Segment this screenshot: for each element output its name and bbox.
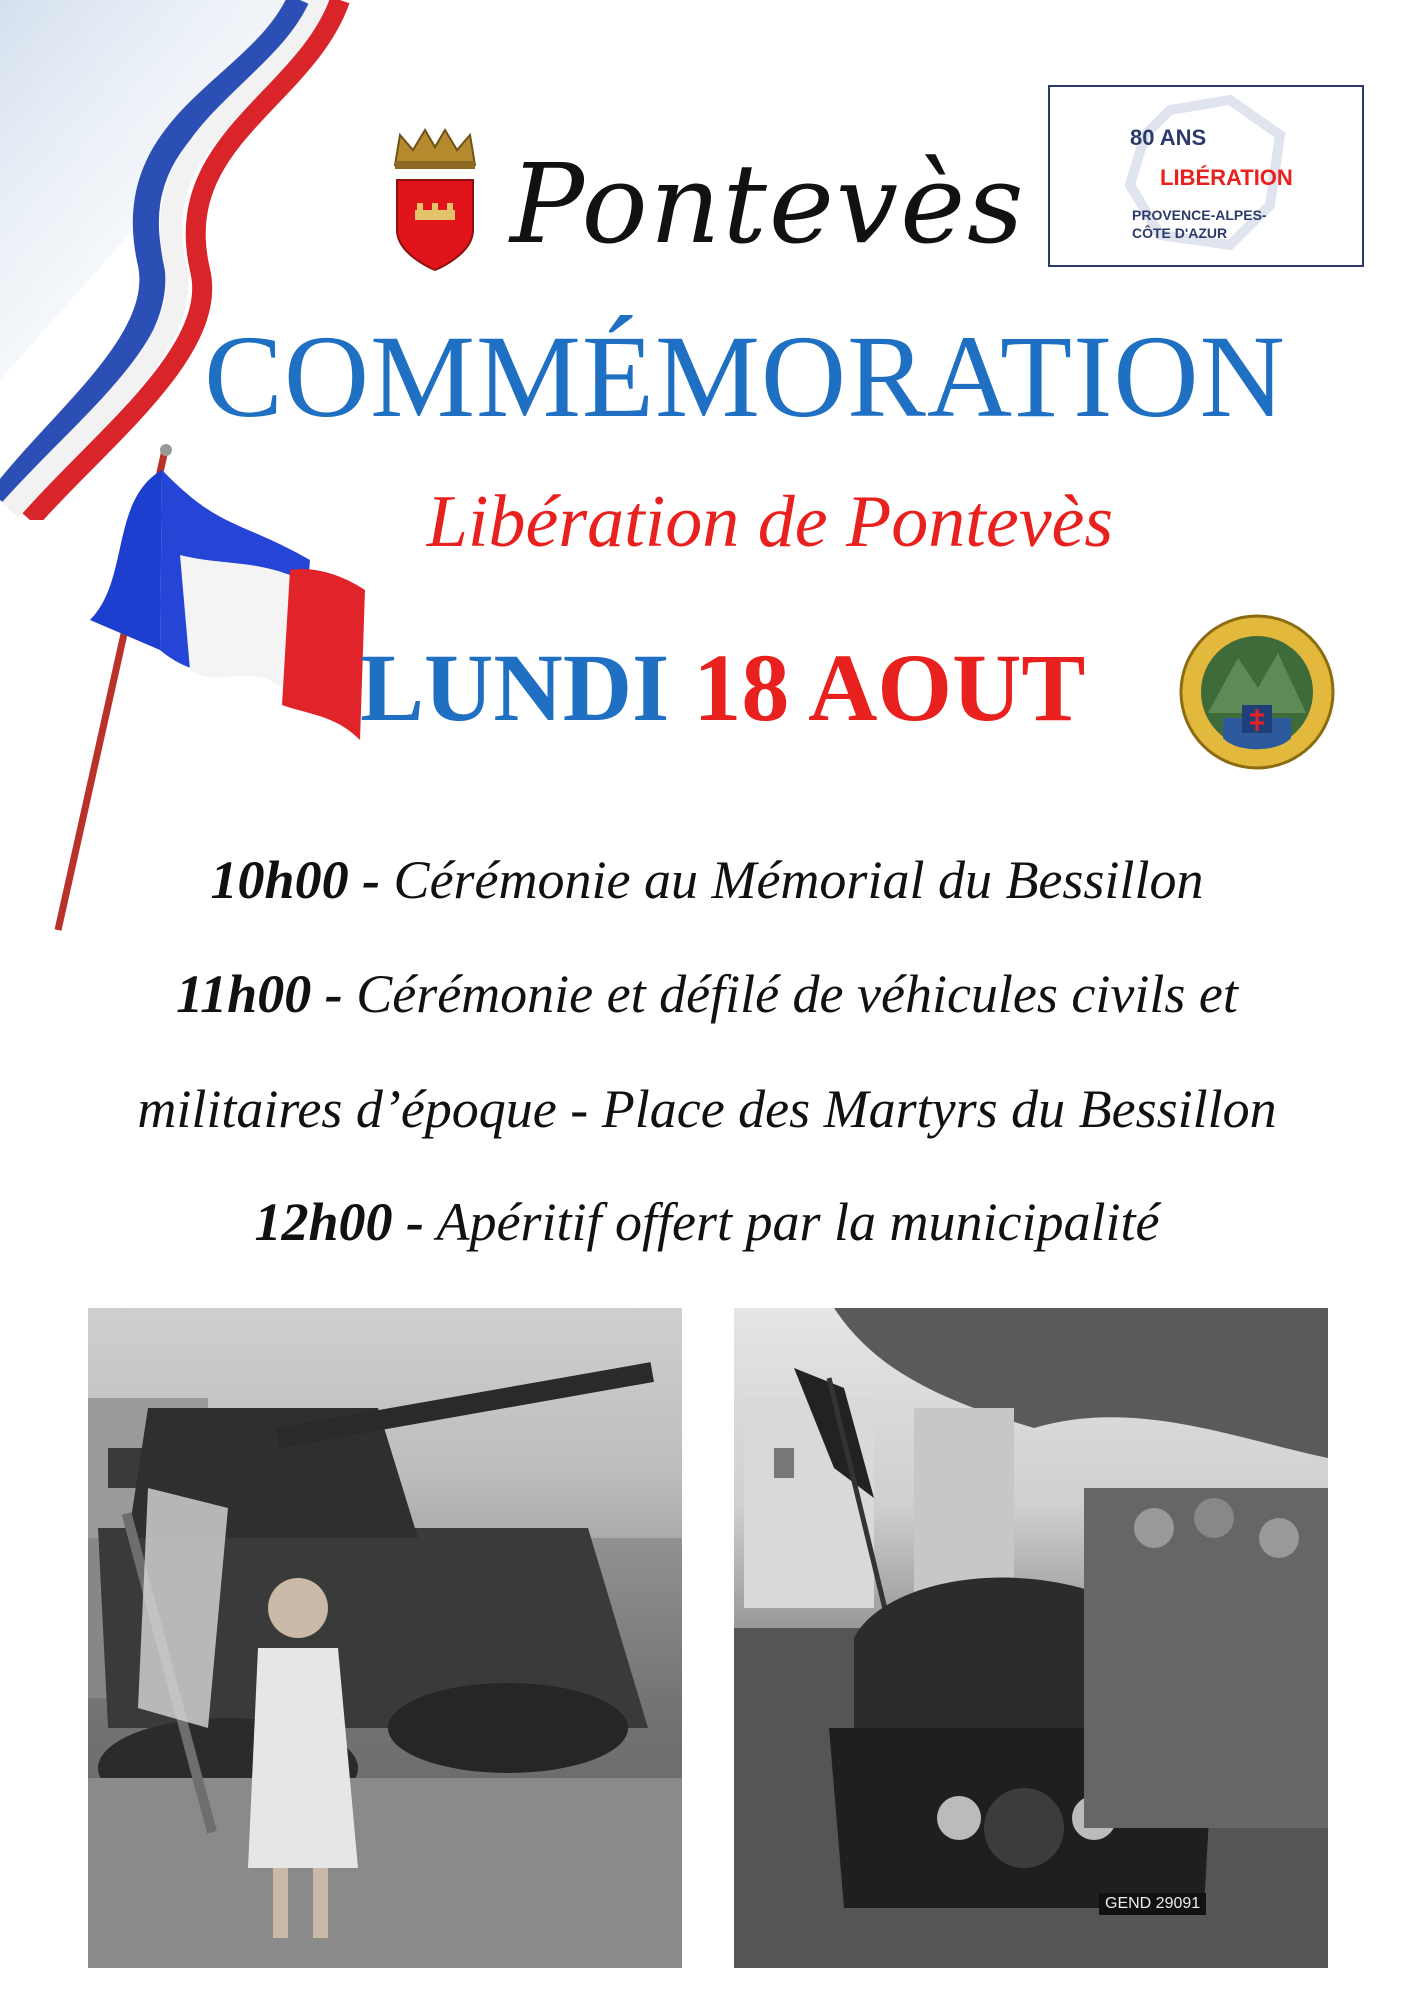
eighty-years-liberation-logo — [1048, 85, 1364, 267]
thunderbird-badge-icon — [1178, 613, 1336, 771]
coat-of-arms-icon — [385, 125, 485, 275]
logo-line1: 80 ANS — [1130, 125, 1207, 150]
tank-photo — [88, 1308, 682, 1968]
liberation-subtitle: Libération de Pontevès — [426, 481, 1114, 563]
event-date — [360, 634, 1086, 741]
schedule-time-4: 12h00 - — [254, 1192, 425, 1252]
vintage-car-photo — [734, 1308, 1328, 1968]
schedule-text-1: Cérémonie au Mémorial du Bessillon — [380, 850, 1204, 910]
town-name: Pontevès — [510, 140, 1026, 268]
logo-line3: PROVENCE-ALPES- — [1132, 207, 1267, 223]
commemoration-title: COMMÉMORATION — [204, 311, 1286, 442]
license-plate: GEND 29091 — [1099, 1893, 1206, 1915]
schedule-time-2: 11h00 - — [176, 964, 343, 1024]
logo-line4: CÔTE D'AZUR — [1132, 225, 1228, 241]
schedule-text-3: militaires d’époque - Place des Martyrs du Bessillon — [137, 1079, 1277, 1139]
schedule-text-4: Apéritif offert par la municipalité — [424, 1192, 1160, 1252]
logo-line2: LIBÉRATION — [1160, 165, 1293, 190]
schedule-line-1 — [0, 850, 1414, 910]
schedule-line-2 — [0, 964, 1414, 1024]
schedule-text-2: Cérémonie et défilé de véhicules civils et — [342, 964, 1238, 1024]
schedule-time-1: 10h00 - — [210, 850, 381, 910]
date-rest: 18 AOUT — [693, 634, 1086, 741]
schedule-line-3 — [0, 1079, 1414, 1139]
schedule-line-4 — [0, 1192, 1414, 1252]
date-day: LUNDI — [360, 634, 670, 741]
